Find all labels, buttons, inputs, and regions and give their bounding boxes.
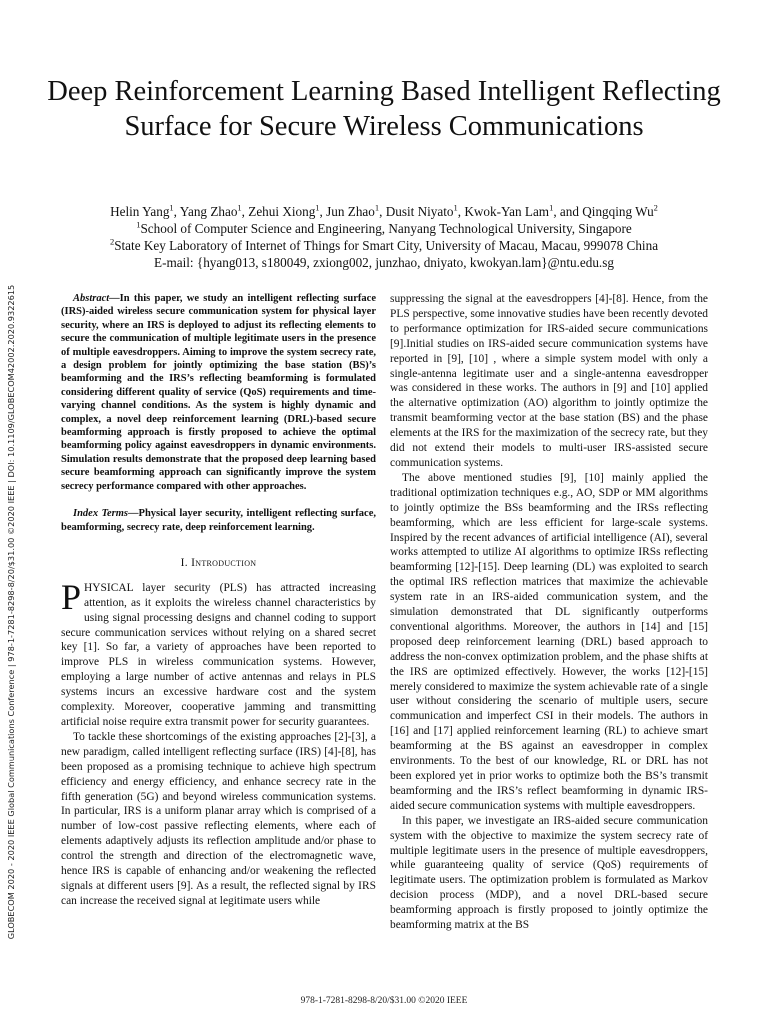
right-paragraph-2: The above mentioned studies [9], [10] mainly applied the traditional optimization techniques e.g., AO, SDP or MM algorithms to jointly optimize the BSs beamforming and the IRSs reflecting beamforming, which are less efficient for large-scale systems. Inspired by the recent advances of artificial intelligence (AI), several works attempted to utilize AI algorithms to optimize IRSs reflecting beamforming [12]-[15]. Deep learning (DL) was exploited to search the optimal IRS reflection matrices that maximize the achievable system rate in an IRS-aided communication system, and the simulation demonstrated that DL significantly outperforms conventional algorithms. Moreover, the authors in [14] and [15] proposed deep reinforcement learning (DRL) based approach to address the non-convex optimization problem, and the phase shifts at the IRS are optimized effectively. However, the works [12]-[15] merely considered to maximize the system achievable rate of a single user without considering the scenario of multiple users, secure communication and imperfect CSI in their models. The authors in [16] and [17] applied reinforcement learning (RL) to achieve smart beamforming at the BS against an eavesdropper in complex environments. To the best of our knowledge, RL or DRL has not been explored yet in prior works to optimize both the BS’s transmit beamforming and the IRS’s reflect beamforming in dynamic IRS-aided secure communication systems with multiple eavesdroppers. <box>390 471 708 812</box>
right-paragraph-3: In this paper, we investigate an IRS-aided secure communication system with the objective to maximize the system secrecy rate of multiple legitimate users in the presence of multiple eavesdroppers, while guaranteeing quality of service (QoS) requirements of legitimate users. The optimization problem is formulated as Markov decision process (MDP), and a novel DRL-based secure beamforming approach is firstly proposed to jointly optimize the beamforming matrix at the BS <box>390 814 708 932</box>
section-number: I. <box>180 556 188 569</box>
author-affiliation-number: 1 <box>315 202 320 213</box>
affiliation-1-number: 1 <box>136 219 141 230</box>
author-name: Qingqing Wu <box>582 204 654 219</box>
affiliation-2 <box>20 237 748 254</box>
author-affiliation-number: 1 <box>453 202 458 213</box>
page-footer: 978-1-7281-8298-8/20/$31.00 ©2020 IEEE <box>300 996 468 1006</box>
right-column <box>390 292 708 933</box>
left-column <box>61 292 376 909</box>
author-affiliation-number: 1 <box>237 202 242 213</box>
paper-title: Deep Reinforcement Learning Based Intelligent Reflecting Surface for Secure Wireless Communications <box>47 76 721 142</box>
author-affiliation-number: 2 <box>653 202 658 213</box>
author-affiliation-number: 1 <box>374 202 380 213</box>
author-affiliation-number: 1 <box>169 202 174 213</box>
index-terms-label: Index Terms <box>73 508 129 520</box>
intro-paragraph-1 <box>61 576 376 730</box>
section-heading <box>61 556 376 571</box>
intro-paragraph-1-text: HYSICAL layer security (PLS) has attracted increasing attention, as it exploits the wireless channel characteristics by using signal processing designs and channel coding to support secure communication services without relying on a shared secret key [1]. So far, a variety of approaches have been reported to improve PLS in wireless communication systems. However, employing a large number of active antennas and relays in PLS systems incurs an excessive hardware cost and the system complexity. Moreover, cooperative jamming and transmitting artificial noise require extra transmit power for security guarantees. <box>61 581 376 728</box>
author-email: E-mail: {hyang013, s180049, zxiong002, junzhao, dniyato, kwokyan.lam}@ntu.edu.sg <box>154 255 614 270</box>
abstract <box>61 292 376 493</box>
abstract-label: Abstract <box>73 293 110 304</box>
author-name: Jun Zhao <box>326 204 375 219</box>
author-names: Helin Yang$^1$, Yang Zhao$^1$, Zehui Xiong$^1$, Jun Zhao$^1$, Dusit Niyato$^1$, Kwok-Yan Lam$^1$, and Qingqing Wu$^2$ <box>110 202 658 219</box>
index-terms-text: —Physical layer security, intelligent reflecting surface, beamforming, secrecy rate, deep reinforcement learning. <box>61 508 376 533</box>
affiliation-1-text: School of Computer Science and Engineering, Nanyang Technological University, Singapore <box>140 221 632 236</box>
section-title: Introduction <box>191 556 257 569</box>
right-paragraph-1: suppressing the signal at the eavesdroppers [4]-[8]. Hence, from the PLS perspective, some innovative studies have been recently devoted to performance optimization for IRS-aided secure communications [9].Initial studies on IRS-aided secure communication systems have reported in [9], [10] , where a simple system model with only a single-antenna legitimate user and a single-antenna eavesdropper was considered in these works. The authors in [9] and [10] applied the alternative optimization (AO) algorithm to jointly optimize the transmit beamforming vector at the base station (BS) and the phase elements at the IRS for the maximization of the secrecy rate, but they did not extend their models to multi-user IRS-assisted secure communication systems. <box>390 293 708 469</box>
author-name: Yang Zhao <box>179 204 238 219</box>
author-name: Dusit Niyato <box>385 204 454 219</box>
author-affiliation-number: 1 <box>549 202 554 213</box>
dropcap-letter: P <box>61 576 82 617</box>
affiliation-2-number: 2 <box>109 236 115 247</box>
author-name: Helin Yang <box>110 204 170 219</box>
author-name: Zehui Xiong <box>248 204 316 219</box>
author-block <box>20 203 748 271</box>
intro-paragraph-2: To tackle these shortcomings of the existing approaches [2]-[3], a new paradigm, called intelligent reflecting surface (IRS) [4]-[8], has been proposed as a promising technique to achieve high spectrum efficiency and energy efficiency, and enhance secrecy rate in the fifth generation (5G) and beyond wireless communication systems. In particular, IRS is a uniform planar array which is comprised of a number of low-cost passive reflecting elements, where each of elements adaptively adjusts its reflection amplitude and/or phase to control the strength and direction of the electromagnetic wave, hence IRS is capable of enhancing and/or weakening the reflected signals at different users [9]. As a result, the reflected signal by IRS can increase the received signal at legitimate users while <box>61 730 376 907</box>
affiliation-2-text: State Key Laboratory of Internet of Things for Smart City, University of Macau, Macau, 999078 China <box>114 238 659 253</box>
conference-sidebar: GLOBECOM 2020 - 2020 IEEE Global Communications Conference | 978-1-7281-8298-8/20/$31.00 ©2020 IEEE | DOI: 10.1109/GLOBECOM42002.2020.9322615 <box>6 284 16 940</box>
index-terms <box>61 507 376 534</box>
affiliation-1 <box>20 220 748 237</box>
abstract-text: —In this paper, we study an intelligent reflecting surface (IRS)-aided wireless secure communication system for physical layer security, where an IRS is deployed to adjust its reflecting elements to secure the communication of multiple legitimate users in the presence of multiple eavesdroppers. Aiming to improve the system secrecy rate, a design problem for jointly optimizing the base station (BS)’s beamforming and the IRS’s reflecting beamforming is formulated considering different quality of service (QoS) requirements and time-varying channel conditions. As the system is highly dynamic and complex, a novel deep reinforcement learning (DRL)-based secure beamforming approach is firstly proposed to achieve the optimal beamforming policy against eavesdroppers in dynamic environments. Simulation results demonstrate that the proposed deep learning based secure beamforming approach can significantly improve the system secrecy performance compared with other approaches. <box>61 293 376 492</box>
author-name: Kwok-Yan Lam <box>464 204 550 219</box>
